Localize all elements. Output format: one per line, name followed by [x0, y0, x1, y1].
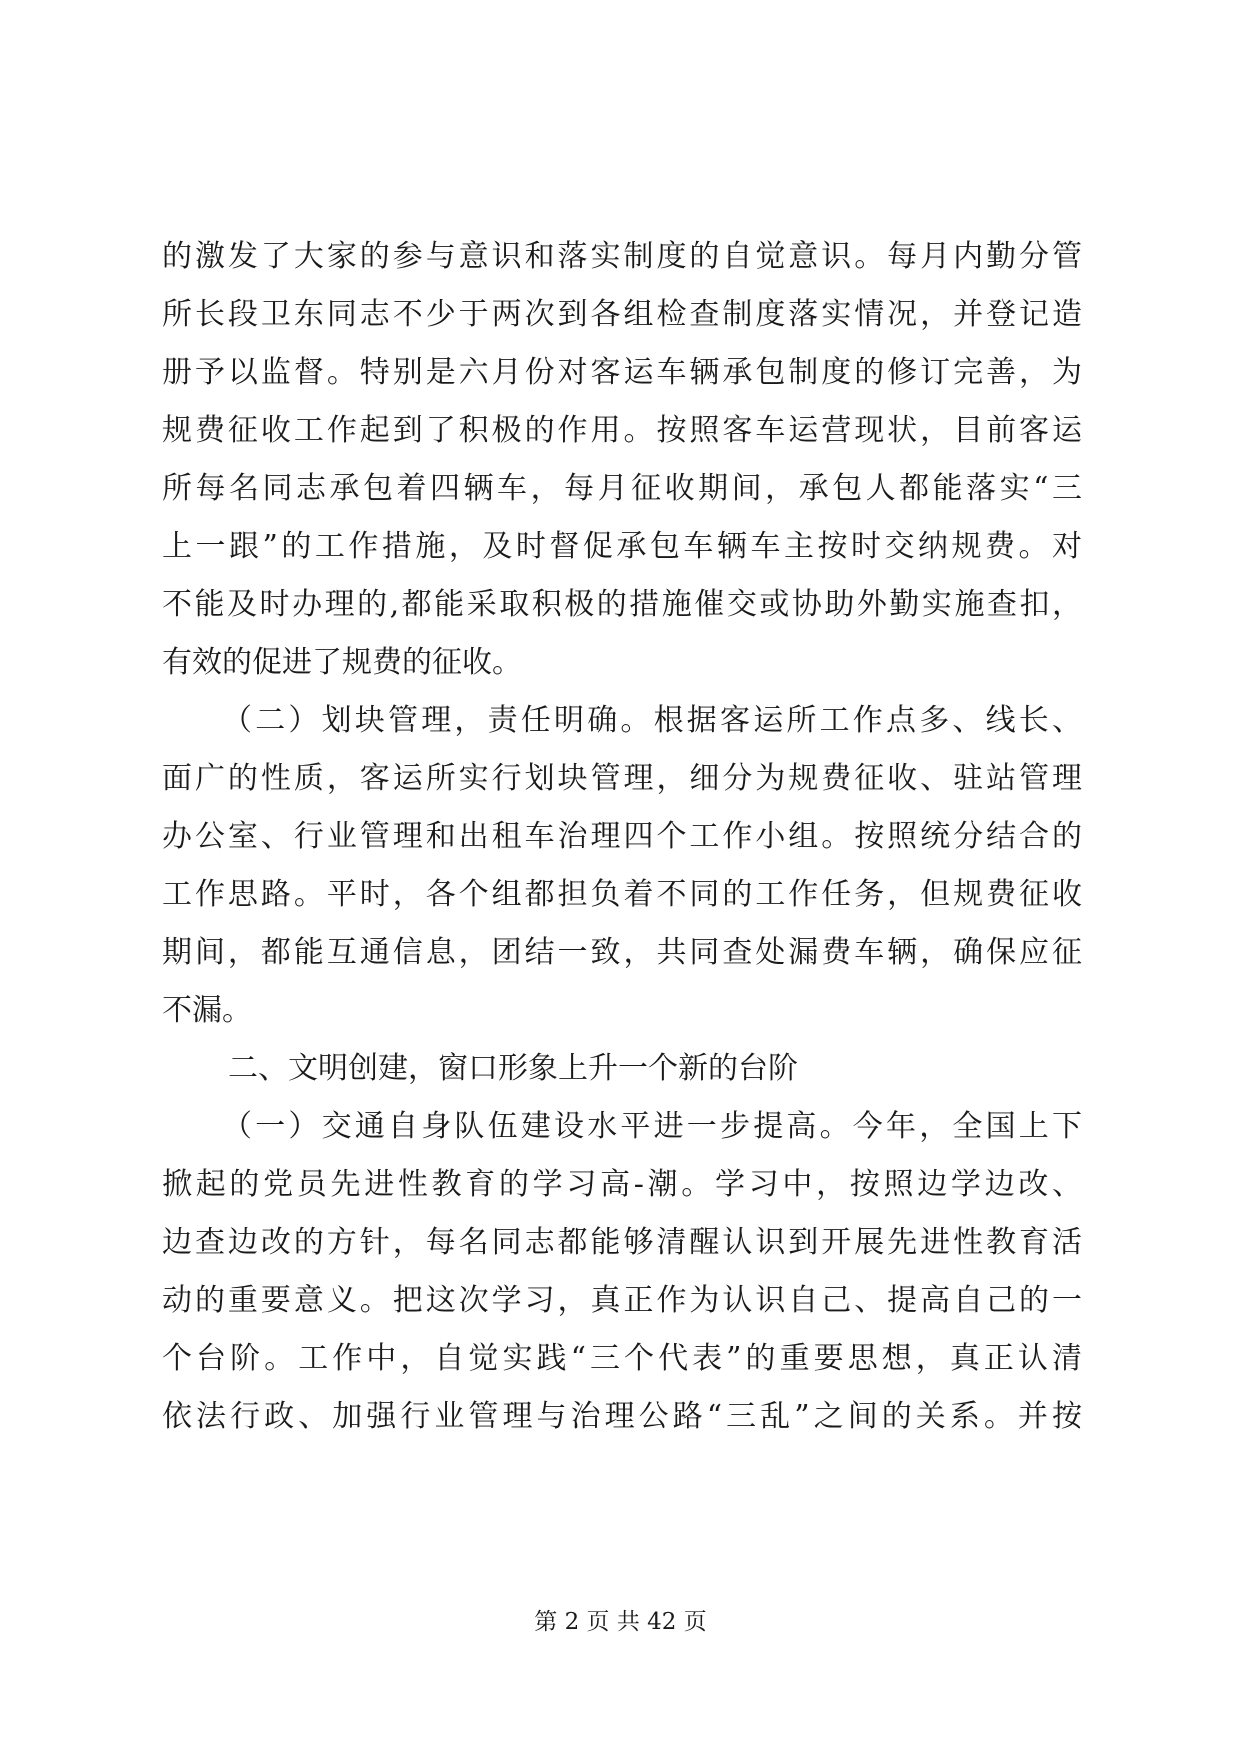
section-heading: 二、文明创建，窗口形象上升一个新的台阶 [228, 1051, 798, 1086]
text-line: 掀起的党员先进性教育的学习高-潮。学习中，按照边学边改、 [162, 1167, 1082, 1202]
text-line: 不能及时办理的,都能采取积极的措施催交或协助外勤实施查扣， [162, 587, 1082, 622]
paragraph-heading: （一）交通自身队伍建设水平进一步提高。今年，全国上下 [222, 1109, 1082, 1144]
text-line: 动的重要意义。把这次学习，真正作为认识自己、提高自己的一 [162, 1283, 1082, 1318]
text-line: 面广的性质，客运所实行划块管理，细分为规费征收、驻站管理 [162, 761, 1082, 796]
paragraph-heading: （二）划块管理，责任明确。根据客运所工作点多、线长、 [222, 703, 1082, 738]
text-line: 工作思路。平时，各个组都担负着不同的工作任务，但规费征收 [162, 877, 1082, 912]
text-line: 期间，都能互通信息，团结一致，共同查处漏费车辆，确保应征 [162, 935, 1082, 970]
body-text [162, 228, 1082, 1446]
text-line: 所每名同志承包着四辆车，每月征收期间，承包人都能落实“三 [162, 471, 1082, 506]
text-line: 边查边改的方针，每名同志都能够清醒认识到开展先进性教育活 [162, 1225, 1082, 1260]
text-line: 依法行政、加强行业管理与治理公路“三乱”之间的关系。并按 [162, 1399, 1082, 1434]
text-line: 所长段卫东同志不少于两次到各组检查制度落实情况，并登记造 [162, 297, 1082, 332]
page-number-footer: 第 2 页 共 42 页 [534, 1609, 707, 1635]
text-line: 上一跟”的工作措施，及时督促承包车辆车主按时交纳规费。对 [162, 529, 1082, 564]
text-line: 有效的促进了规费的征收。 [162, 645, 522, 680]
text-line: 不漏。 [162, 993, 252, 1028]
text-line: 册予以监督。特别是六月份对客运车辆承包制度的修订完善，为 [162, 355, 1082, 390]
text-line: 规费征收工作起到了积极的作用。按照客车运营现状，目前客运 [162, 413, 1082, 448]
text-line: 的激发了大家的参与意识和落实制度的自觉意识。每月内勤分管 [162, 239, 1082, 274]
text-line: 个台阶。工作中，自觉实践“三个代表”的重要思想，真正认清 [162, 1341, 1082, 1376]
text-line: 办公室、行业管理和出租车治理四个工作小组。按照统分结合的 [162, 819, 1082, 854]
